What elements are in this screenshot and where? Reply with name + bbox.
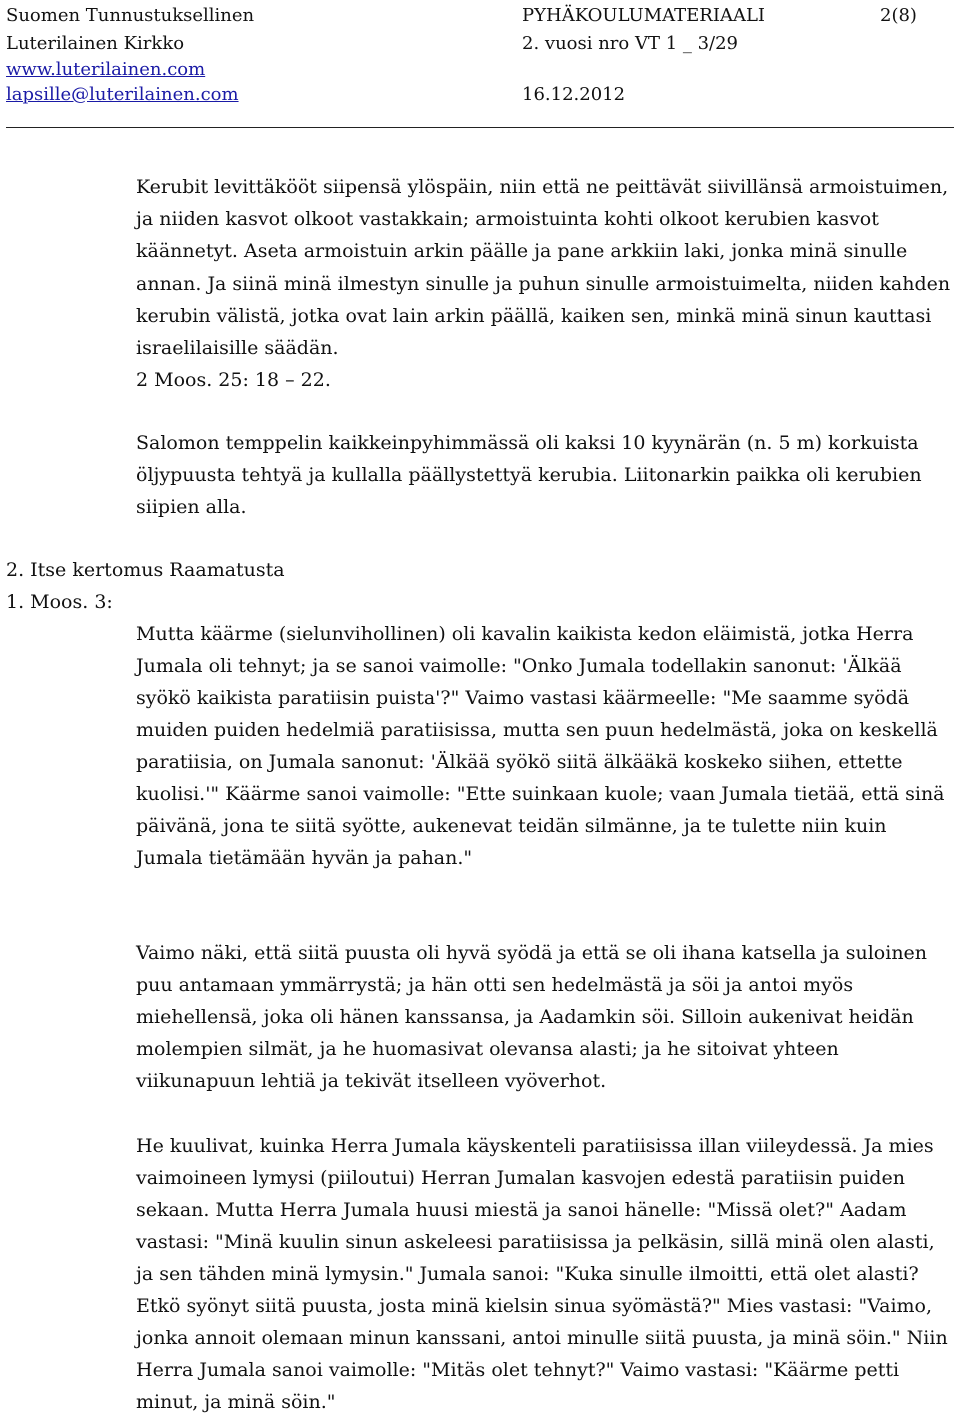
quote-reference: 2 Moos. 25: 18 – 22. (136, 369, 331, 392)
org-name-line1: Suomen Tunnustuksellinen (6, 5, 255, 26)
note-text: Salomon temppelin kaikkeinpyhimmässä oli kaksi 10 kyynärän (n. 5 m) korkuista öljypuusta tehtyä ja kullalla päällystettyä kerubia. Liitonarkin paikka oli kerubien siipien alla. (136, 432, 922, 518)
story-paragraph-3 (136, 1130, 956, 1418)
document-info: 2. vuosi nro VT 1 _ 3/29 (522, 33, 739, 54)
bible-quote (136, 171, 956, 396)
story-paragraph-2 (136, 937, 956, 1097)
quote-text: Kerubit levittäkööt siipensä ylöspäin, niin että ne peittävät siivillänsä armoistuimen, ja niiden kasvot olkoot vastakkain; armoistuinta kohti olkoot kerubien kasvot käännetyt. Aseta armoistuin arkin päälle ja pane arkkiin laki, jonka minä sinulle annan. Ja siinä minä ilmestyn sinulle ja puhun sinulle armoistuimelta, niiden kahden kerubin välistä, jotka ovat lain arkin päällä, kaiken sen, minkä minä sinun kauttasi israelilaisille säädän. (136, 176, 951, 360)
org-name-line2: Luterilainen Kirkko (6, 33, 185, 54)
paragraph-text: He kuulivat, kuinka Herra Jumala käyskenteli paratiisissa illan viileydessä. Ja mies vaimoineen lymysi (piiloutui) Herran Jumalan kasvojen edestä paratiisin puiden sekaan. Mutta Herra Jumala huusi miestä ja sanoi hänelle: "Missä olet?" Aadam vastasi: "Minä kuulin sinun askeleesi paratiisissa ja pelkäsin, sillä minä olen alasti, ja sen tähden minä lymysin." Jumala sanoi: "Kuka sinulle ilmoitti, että olet alasti? Etkö syönyt siitä puusta, josta minä kielsin sinua syömästä?" Mies vastasi: "Vaimo, jonka annoit olemaan minun kanssani, antoi minulle siitä puusta, ja minä söin." Niin Herra Jumala sanoi vaimolle: "Mitäs olet tehnyt?" Vaimo vastasi: "Käärme petti minut, ja minä söin." (136, 1135, 948, 1413)
document-title: PYHÄKOULUMATERIAALI (522, 5, 766, 26)
paragraph-text: Mutta käärme (sielunvihollinen) oli kavalin kaikista kedon eläimistä, jotka Herra Jumala oli tehnyt; ja se sanoi vaimolle: "Onko Jumala todellakin sanonut: 'Älkää syökö kaikista paratiisin puista'?" Vaimo vastasi käärmeelle: "Me saamme syödä muiden puiden hedelmiä paratiisissa, mutta sen puun hedelmästä, joka on keskellä paratiisia, on Jumala sanonut: 'Älkää syökö siitä älkääkä koskeko siihen, ettette kuolisi.'" Käärme sanoi vaimolle: "Ette suinkaan kuole; vaan Jumala tietää, että sinä päivänä, jona te siitä syötte, aukenevat teidän silmänne, ja te tulette niin kuin Jumala tietämään hyvän ja pahan." (136, 623, 945, 869)
page-number: 2(8) (880, 5, 917, 26)
email-link[interactable]: lapsille@luterilainen.com (6, 84, 239, 105)
background-note (136, 427, 956, 523)
paragraph-text: Vaimo näki, että siitä puusta oli hyvä syödä ja että se oli ihana katsella ja suloinen puu antamaan ymmärrystä; ja hän otti sen hedelmästä ja söi ja antoi myös miehellensä, joka oli hänen kanssansa, ja Aadamkin söi. Silloin aukenivat heidän molempien silmät, ja he huomasivat olevansa alasti; ja he sitoivat yhteen viikunapuun lehtiä ja tekivät itselleen vyöverhot. (136, 942, 928, 1092)
website-link[interactable]: www.luterilainen.com (6, 59, 206, 80)
header-divider (6, 127, 954, 128)
section-reference: 1. Moos. 3: (6, 591, 113, 613)
document-date: 16.12.2012 (522, 84, 626, 105)
section-heading: 2. Itse kertomus Raamatusta (6, 559, 285, 581)
story-paragraph-1 (136, 618, 956, 874)
